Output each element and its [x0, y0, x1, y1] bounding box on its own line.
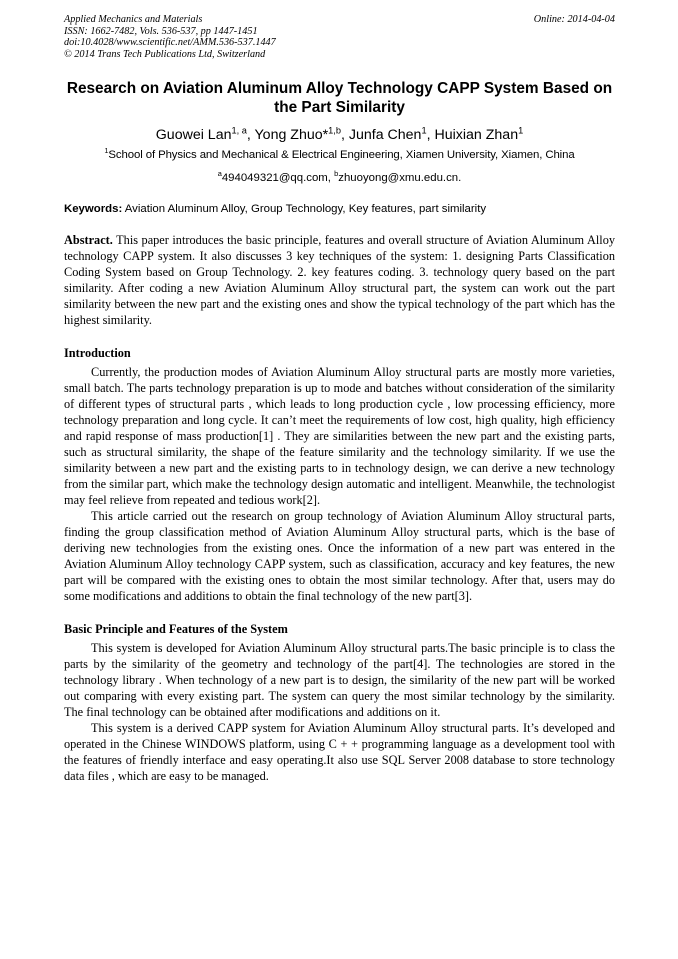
email: $^b$zhuoyong@xmu.edu.cn.	[334, 169, 462, 185]
section-heading-basic-principle: Basic Principle and Features of the System	[64, 622, 288, 637]
author: Yong Zhuo*$^{1,b}$,	[254, 125, 349, 144]
author: Huixian Zhan$^1$	[434, 125, 524, 144]
doi-line: doi:10.4028/www.scientific.net/AMM.536-537.1447	[64, 37, 276, 49]
issn-line: ISSN: 1662-7482, Vols. 536-537, pp 1447-1451	[64, 25, 258, 37]
online-date: Online: 2014-04-04	[533, 14, 615, 25]
copyright-line: © 2014 Trans Tech Publications Ltd, Switzerland	[64, 48, 266, 60]
journal-name: Applied Mechanics and Materials	[64, 14, 203, 25]
author: Junfa Chen$^1$,	[348, 125, 435, 144]
email: $^a$494049321@qq.com,	[217, 169, 335, 185]
paragraph: This article carried out the research on group technology of Aviation Aluminum Alloy structural parts, finding the group classification method of Aviation Aluminum Alloy structural parts, which is the base of deriving new technologies from the existing ones. Once the information of a new part was entered in the Aviation Aluminum Alloy technology CAPP system, such as classification, accuracy and key features, the new part will be compared with the existing ones to obtain the most similar technology. After that, users may do some modifications and additions to obtain the final technology of the new part[3].	[64, 509, 615, 604]
author: Guowei Lan$^{1, a}$,	[155, 125, 255, 144]
author-emails	[64, 171, 615, 185]
section-heading-introduction: Introduction	[64, 346, 131, 361]
paragraph: This system is developed for Aviation Aluminum Alloy structural parts.The basic principle is to class the parts by the similarity of the geometry and technology of the part[4]. The technologies are stored in the technology library . When technology of a new part is to design, the similarity of the new part will be worked out comparing with every existing part. The system can query the most similar technology by the similarity. The final technology can be obtained after modifications and additions on it.	[64, 641, 615, 720]
affiliation: $^1$School of Physics and Mechanical & Electrical Engineering, Xiamen University, Xiamen, China	[104, 146, 575, 162]
paragraph: Currently, the production modes of Aviation Aluminum Alloy structural parts are mostly more varieties, small batch. The parts technology preparation is up to mode and batches without consideration of the similarity of different types of structural parts , which leads to long production cycle , low processing efficiency, more technology preparation and long cycle. It can’t meet the requirements of low cost, high quality, high efficiency and rapid response of mass production[1] . They are similarities between the new part and the existing parts, such as structural similarity, the shape of the feature similarity and the technology similarity. If we use the similarity between a new part and the existing parts to in technology design, we can derive a new technology from the similar part, which make the technology design automatic and intelligent. Meanwhile, the technologist may feel relieve from repeated and tedious work[2].	[64, 365, 615, 508]
paper-title: Research on Aviation Aluminum Alloy Technology CAPP System Based on the Part Similarity	[66, 80, 613, 117]
journal-header	[64, 14, 615, 60]
paragraph: This system is a derived CAPP system for Aviation Aluminum Alloy structural parts. It’s developed and operated in the Chinese WINDOWS platform, using C + + programming language as a development tool with the features of friendly interface and easy operating.It also use SQL Server 2008 database to store technology data files , which are easy to be managed.	[64, 721, 615, 784]
abstract-text: This paper introduces the basic principle, features and overall structure of Aviation Aluminum Alloy technology CAPP system. It also discusses 3 key techniques of the system: 1. designing Parts Classification Coding System based on Group Technology. 2. key features coding. 3. technology query based on the part similarity. After coding a new Aviation Aluminum Alloy structural part, the system can work out the part similarity between the new part and the existing ones and show the typical technology of the part which has the highest similarity.	[64, 233, 615, 328]
abstract	[64, 232, 615, 328]
keywords	[64, 202, 615, 216]
paper-page	[64, 14, 615, 784]
author-list	[64, 126, 615, 144]
keywords-label: Keywords:	[64, 203, 123, 216]
abstract-label: Abstract.	[64, 233, 113, 248]
keywords-text: Aviation Aluminum Alloy, Group Technology, Key features, part similarity	[122, 203, 487, 216]
